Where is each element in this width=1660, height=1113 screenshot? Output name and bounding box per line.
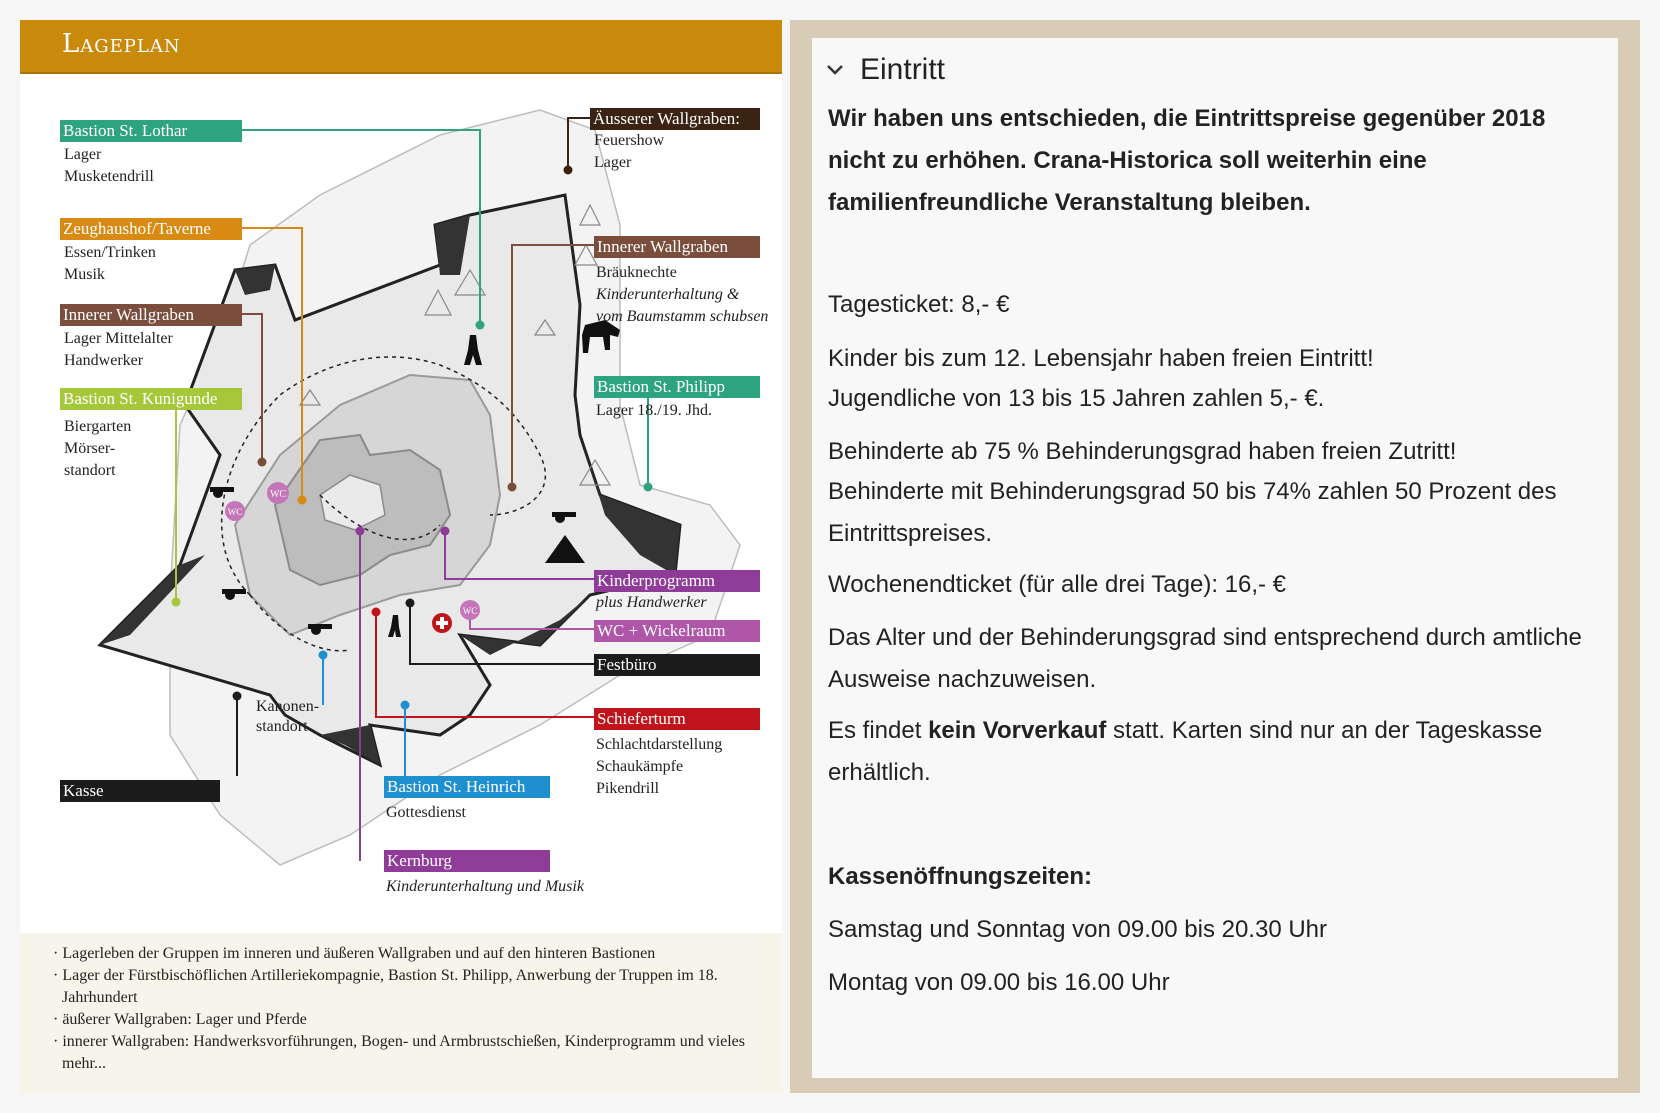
chevron-down-icon	[826, 64, 844, 76]
sub-kernburg-1: Kinderunterhaltung und Musik	[386, 878, 584, 895]
accordion-title: Eintritt	[860, 53, 946, 86]
sub-kanonen-2: standort	[256, 718, 308, 735]
site-map-panel	[20, 20, 782, 1093]
svg-text:WC: WC	[227, 507, 243, 517]
sub-schieferturm-1: Schlachtdarstellung	[596, 736, 723, 753]
sub-zeughaushof-1: Essen/Trinken	[64, 244, 156, 261]
label-innerer-wallgraben-right: Innerer Wallgraben	[594, 236, 760, 258]
sub-ausserer-2: Lager	[594, 154, 632, 171]
note-item: · innerer Wallgraben: Handwerksvorführungen, Bogen- und Armbrustschießen, Kinderprogramm und vieles mehr...	[62, 1031, 762, 1075]
children-info: Kinder bis zum 12. Lebensjahr haben freien Eintritt!	[828, 345, 1374, 372]
sub-kanonen-1: Kanonen-	[256, 698, 320, 715]
disabled-info-1: Behinderte ab 75 % Behinderungsgrad haben freien Zutritt!	[828, 438, 1457, 465]
map-notes	[20, 933, 782, 1093]
label-kasse: Kasse	[60, 780, 220, 802]
sub-innerer-left-1: Lager Mittelalter	[64, 330, 173, 347]
note-item: · Lager der Fürstbischöflichen Artilleriekompagnie, Bastion St. Philipp, Anwerbung der Truppen im 18. Jahrhundert	[62, 965, 762, 1009]
intro-text: Wir haben uns entschieden, die Eintrittspreise gegenüber 2018 nicht zu erhöhen. Crana-Historica soll weiterhin eine familienfreundliche Veranstaltung bleiben.	[828, 105, 1546, 216]
sub-ausserer-1: Feuershow	[594, 132, 665, 149]
disabled-info-2: Behinderte mit Behinderungsgrad 50 bis 74% zahlen 50 Prozent des Eintrittspreises.	[828, 478, 1557, 547]
weekend-ticket: Wochenendticket (für alle drei Tage): 16,- €	[828, 571, 1287, 598]
sub-kunigunde-2: Mörser-	[64, 440, 116, 457]
sub-heinrich-1: Gottesdienst	[386, 804, 466, 821]
hours-monday: Montag von 09.00 bis 16.00 Uhr	[828, 969, 1170, 996]
label-kernburg: Kernburg	[384, 850, 550, 872]
sub-innerer-right-1: Bräuknechte	[596, 264, 677, 281]
svg-text:WC: WC	[269, 489, 287, 500]
sub-bastion-st-lothar-2: Musketendrill	[64, 168, 154, 185]
label-wc-wickelraum: WC + Wickelraum	[594, 620, 760, 642]
label-festburo: Festbüro	[594, 654, 760, 676]
sub-kunigunde-3: standort	[64, 462, 116, 479]
map-title: Lageplan	[62, 29, 181, 59]
label-schieferturm: Schieferturm	[594, 708, 760, 730]
sub-bastion-st-lothar-1: Lager	[64, 146, 102, 163]
label-kinderprogramm: Kinderprogramm	[594, 570, 760, 592]
label-ausserer-wallgraben: Äusserer Wallgraben:	[590, 108, 760, 130]
note-item: · äußerer Wallgraben: Lager und Pferde	[62, 1009, 762, 1031]
day-ticket: Tagesticket: 8,- €	[828, 291, 1010, 318]
sub-philipp-1: Lager 18./19. Jhd.	[596, 402, 712, 419]
label-bastion-st-heinrich: Bastion St. Heinrich	[384, 776, 550, 798]
presale-bold: kein Vorverkauf	[928, 717, 1107, 744]
accordion-header-eintritt[interactable]	[826, 50, 945, 90]
info-panel	[790, 20, 1640, 1093]
sub-schieferturm-3: Pikendrill	[596, 780, 660, 797]
map-banner	[20, 20, 782, 74]
sub-kunigunde-1: Biergarten	[64, 418, 132, 435]
proof-info: Das Alter und der Behinderungsgrad sind entsprechend durch amtliche Ausweise nachzuweisen.	[828, 624, 1582, 693]
label-innerer-wallgraben-left: Innerer Wallgraben	[60, 304, 242, 326]
sub-innerer-right-3: vom Baumstamm schubsen	[596, 308, 769, 325]
hours-heading: Kassenöffnungszeiten:	[828, 863, 1093, 890]
sub-kinderprogramm-1: plus Handwerker	[596, 594, 707, 611]
accordion-card	[812, 38, 1618, 1078]
youth-info: Jugendliche von 13 bis 15 Jahren zahlen 5,- €.	[828, 385, 1325, 412]
label-bastion-st-lothar: Bastion St. Lothar	[60, 120, 242, 142]
label-bastion-st-kunigunde: Bastion St. Kunigunde	[60, 388, 242, 410]
svg-text:WC: WC	[462, 606, 478, 616]
sub-zeughaushof-2: Musik	[64, 266, 105, 283]
sub-schieferturm-2: Schaukämpfe	[596, 758, 684, 775]
label-zeughaushof-taverne: Zeughaushof/Taverne	[60, 218, 242, 240]
hours-weekend: Samstag und Sonntag von 09.00 bis 20.30 Uhr	[828, 916, 1328, 943]
sub-innerer-right-2: Kinderunterhaltung &	[596, 286, 740, 303]
presale-after: statt. Karten sind nur an der Tageskasse erhältlich.	[828, 717, 1543, 786]
note-item: · Lagerleben der Gruppen im inneren und äußeren Wallgraben und auf den hinteren Bastionen	[62, 943, 762, 965]
label-bastion-st-philipp: Bastion St. Philipp	[594, 376, 760, 398]
presale-info	[828, 710, 1608, 794]
presale-before: Es findet	[828, 717, 929, 744]
sub-innerer-left-2: Handwerker	[64, 352, 144, 369]
